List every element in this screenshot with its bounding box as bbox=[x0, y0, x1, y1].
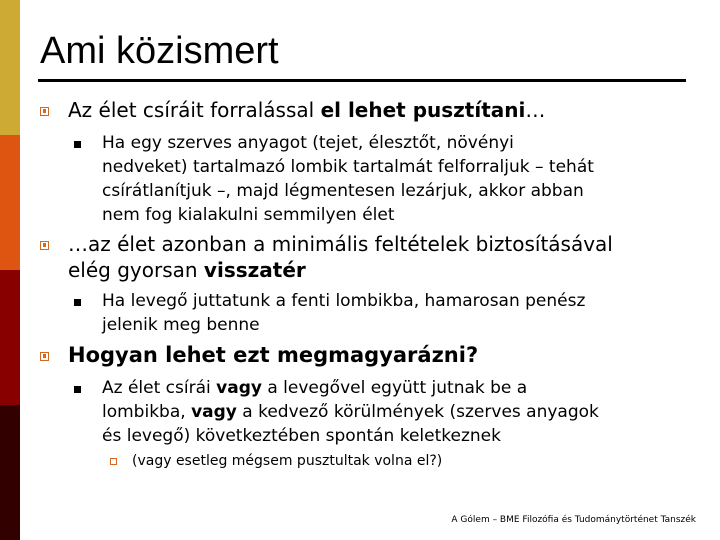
sidebar-segment-gold bbox=[0, 0, 20, 135]
bullet-2-line-2: elég gyorsan visszatér bbox=[68, 258, 306, 282]
bullet-3-text: Hogyan lehet ezt megmagyarázni? bbox=[68, 343, 479, 367]
bullet-1-sub-line-3: csírátlanítjuk –, majd légmentesen lezárjuk, akkor abban bbox=[102, 181, 584, 201]
sidebar-segment-dark bbox=[0, 405, 20, 540]
sidebar-segment-orange bbox=[0, 135, 20, 270]
bullet-2-line-1: …az élet azonban a minimális feltételek biztosításával bbox=[68, 232, 613, 256]
sub-bullet-icon bbox=[74, 386, 81, 393]
bullet-2-sub-line-2: jelenik meg benne bbox=[102, 315, 260, 335]
sub-bullet-icon bbox=[74, 141, 81, 148]
sidebar-accent-bar bbox=[0, 0, 20, 540]
slide-title: Ami közismert bbox=[40, 30, 279, 72]
sub-bullet-icon bbox=[74, 299, 81, 306]
bullet-square-icon bbox=[40, 241, 49, 250]
bullet-1-sub-line-1: Ha egy szerves anyagot (tejet, élesztőt, növényi bbox=[102, 133, 514, 153]
bullet-square-icon bbox=[40, 107, 49, 116]
title-underline bbox=[38, 79, 686, 82]
sidebar-segment-red bbox=[0, 270, 20, 405]
bullet-2-sub-line-1: Ha levegő juttatunk a fenti lombikba, hamarosan penész bbox=[102, 291, 586, 311]
bullet-3-sub-line-2: lombikba, vagy a kedvező körülmények (szerves anyagok bbox=[102, 402, 599, 422]
bullet-square-icon bbox=[40, 352, 49, 361]
sub-sub-bullet-icon bbox=[110, 458, 117, 465]
slide-footer: A Gólem – BME Filozófia és Tudománytörténet Tanszék bbox=[451, 515, 696, 525]
bullet-3-sub-line-3: és levegő) következtében spontán keletkeznek bbox=[102, 426, 501, 446]
bullet-1-sub-line-4: nem fog kialakulni semmilyen élet bbox=[102, 205, 395, 225]
bullet-1-sub-line-2: nedveket) tartalmazó lombik tartalmát felforraljuk – tehát bbox=[102, 157, 594, 177]
bullet-1-text: Az élet csíráit forralással el lehet pusztítani… bbox=[68, 98, 546, 122]
bullet-3-sub-line-1: Az élet csírái vagy a levegővel együtt jutnak be a bbox=[102, 378, 528, 398]
bullet-3-sub-sub-text: (vagy esetleg mégsem pusztultak volna el?) bbox=[132, 453, 443, 469]
